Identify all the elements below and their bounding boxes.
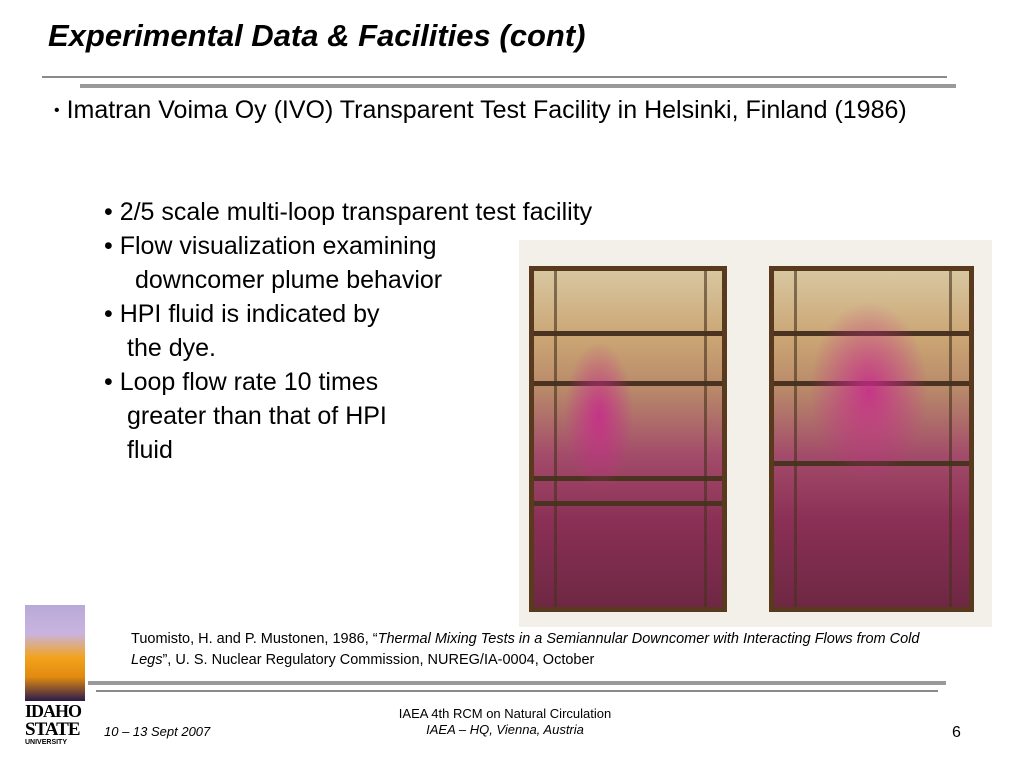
citation-authors: Tuomisto, H. and P. Mustonen, 1986, “ xyxy=(131,631,378,647)
footer-event xyxy=(370,706,640,738)
facility-panel-left xyxy=(529,266,727,612)
footer-event-line1: IAEA 4th RCM on Natural Circulation xyxy=(398,706,612,721)
citation-title: Thermal Mixing Tests in a Semiannular Downcomer with Interacting Flows from Cold Legs xyxy=(131,631,920,668)
title-divider-thin xyxy=(42,76,947,78)
sub-bullet-line: greater than that of HPI xyxy=(127,402,387,430)
sub-bullet-line: • Loop flow rate 10 times xyxy=(104,368,379,396)
sub-bullet-line: • Flow visualization examining xyxy=(104,232,437,260)
sub-bullet-line: the dye. xyxy=(127,334,216,362)
citation-source: ”, U. S. Nuclear Regulatory Commission, NUREG/IA-0004, October xyxy=(162,652,595,668)
sub-bullet-line: downcomer plume behavior xyxy=(135,266,443,294)
footer-event-line2: IAEA – HQ, Vienna, Austria xyxy=(426,722,584,737)
footer-date: 10 – 13 Sept 2007 xyxy=(104,724,211,739)
logo-text-line3: UNIVERSITY xyxy=(25,739,68,746)
logo-mountain-graphic xyxy=(25,605,85,701)
sub-bullet-loop-flow xyxy=(104,365,387,467)
footer-divider-thin xyxy=(96,690,938,692)
logo-text-line2: STATE xyxy=(25,719,80,740)
logo-text-line1: IDAHO xyxy=(25,701,82,721)
bullet-marker: • xyxy=(54,102,60,119)
university-logo xyxy=(25,605,85,745)
sub-bullet-line: • 2/5 scale multi-loop transparent test facility xyxy=(104,198,593,226)
main-bullet xyxy=(54,93,954,128)
title-divider-thick xyxy=(80,84,956,88)
page-number: 6 xyxy=(952,724,961,741)
facility-photo xyxy=(519,240,992,627)
sub-bullet-hpi-fluid xyxy=(104,297,380,365)
facility-panel-right xyxy=(769,266,974,612)
footer-divider-thick xyxy=(88,681,946,685)
slide-title: Experimental Data & Facilities (cont) xyxy=(48,18,586,53)
sub-bullet-flow-visualization xyxy=(104,229,442,297)
sub-bullet-line: fluid xyxy=(127,436,173,464)
main-bullet-text: Imatran Voima Oy (IVO) Transparent Test Facility in Helsinki, Finland (1986) xyxy=(66,96,907,124)
sub-bullet-scale xyxy=(104,195,592,229)
citation xyxy=(131,629,961,671)
sub-bullet-line: • HPI fluid is indicated by xyxy=(104,300,380,328)
